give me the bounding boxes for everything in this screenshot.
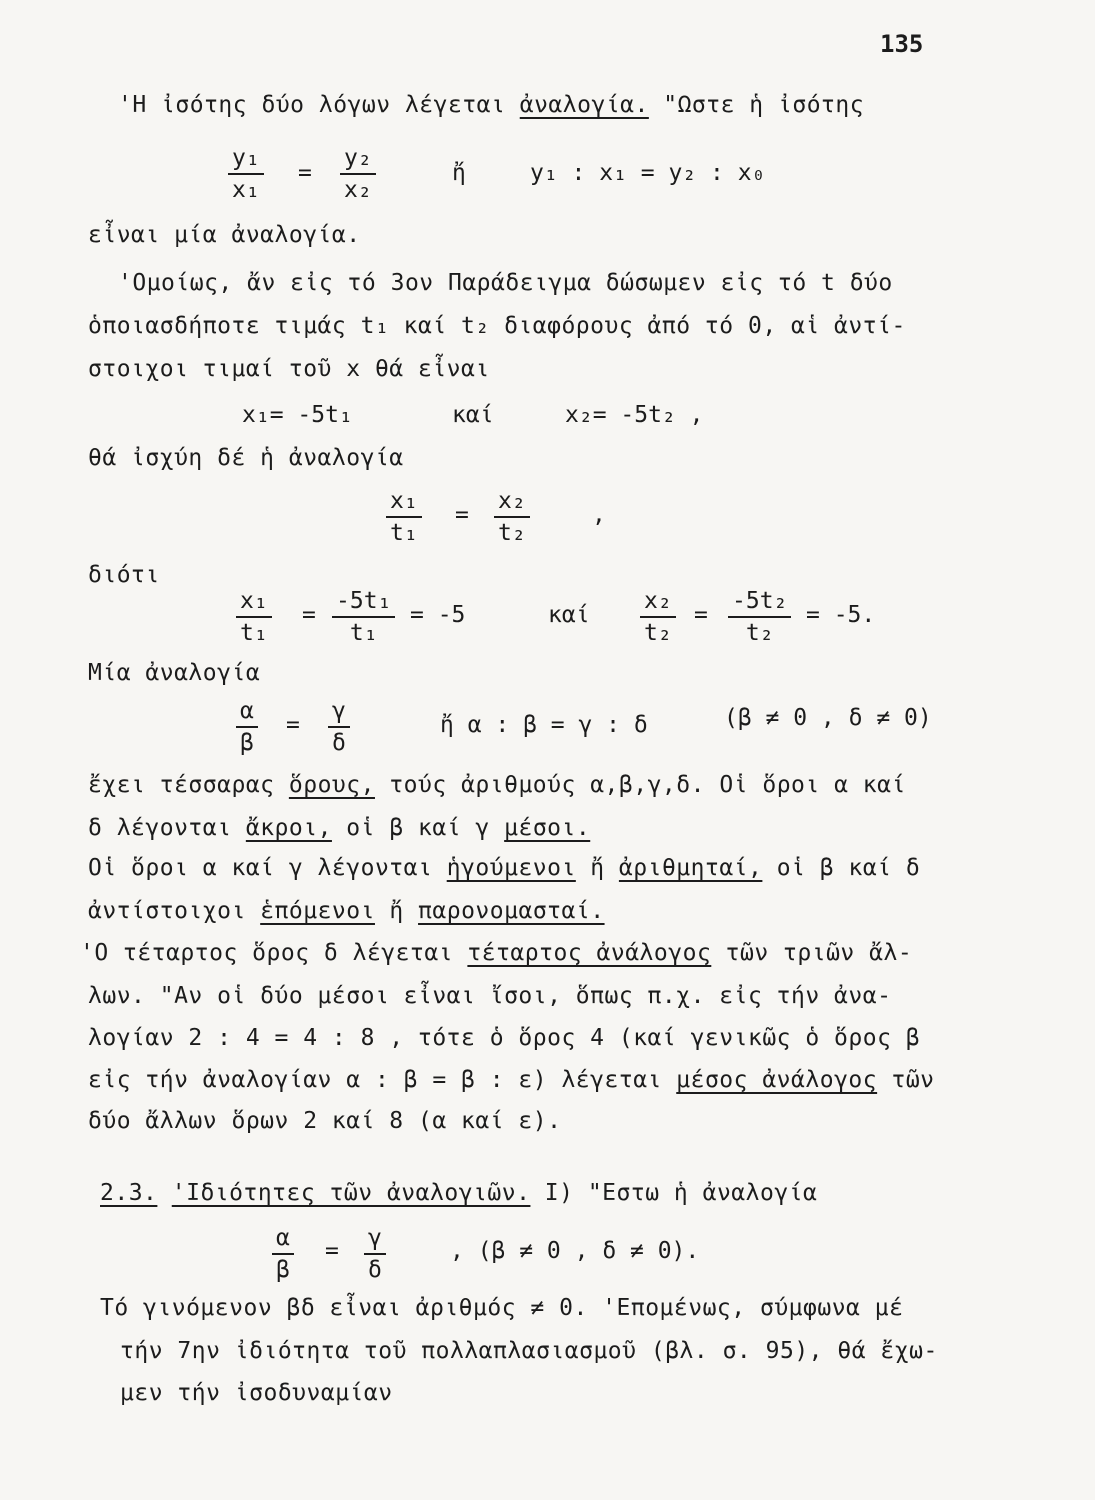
term-analogia: ἀναλογία. — [519, 92, 649, 118]
text: τῶν τριῶν ἄλ- — [725, 940, 913, 966]
numerator: α — [236, 698, 258, 728]
section-title: 'Ιδιότητες τῶν ἀναλογιῶν. — [171, 1180, 531, 1206]
term-oroi: ὅρους, — [288, 772, 375, 798]
denominator: δ — [332, 730, 346, 757]
denominator: δ — [368, 1257, 382, 1284]
paragraph-definition — [118, 92, 864, 118]
term-tetartos-analogos: τέταρτος ἀνάλογος — [467, 940, 712, 966]
or-word: ἤ — [452, 160, 466, 186]
fraction-x2-t2 — [494, 488, 530, 547]
text: 'Η ἰσότης δύο λόγων λέγεται — [118, 92, 506, 118]
equals-sign: = — [694, 602, 708, 628]
text-line — [88, 815, 590, 841]
text-line — [88, 898, 605, 924]
text: ἔχει τέσσαρας — [88, 772, 275, 798]
text: δ λέγονται — [88, 815, 232, 841]
term-igoumenoi: ἡγούμενοι — [446, 855, 576, 881]
text-line: Τό γινόμενον βδ εἶναι ἀριθμός ≠ 0. 'Επομένως, σύμφωνα μέ — [100, 1295, 904, 1321]
equals-sign: = — [298, 160, 312, 186]
text-line: 'Ομοίως, ἄν εἰς τό 3ον Παράδειγμα δώσωμεν εἰς τό t δύο — [118, 270, 893, 296]
condition: , (β ≠ 0 , δ ≠ 0). — [450, 1238, 700, 1264]
fraction-alpha-beta — [272, 1225, 294, 1284]
denominator: x₁ — [232, 177, 260, 204]
text-line — [88, 772, 906, 798]
text: τούς ἀριθμούς α,β,γ,δ. Οἱ ὅροι α καί — [389, 772, 906, 798]
fraction-x1-t1 — [236, 588, 272, 647]
comma: , — [592, 502, 606, 528]
text-line: Μία ἀναλογία — [88, 660, 261, 686]
result: = -5. — [806, 602, 876, 628]
text-line: εἶναι μία ἀναλογία. — [88, 222, 361, 248]
text: "Ωστε ἡ ἰσότης — [663, 92, 865, 118]
page-number: 135 — [880, 30, 924, 58]
text-line: ὁποιασδήποτε τιμάς t₁ καί t₂ διαφόρους ἀπό τό 0, αἱ ἀντί- — [88, 313, 906, 339]
text: ἀντίστοιχοι — [88, 898, 246, 924]
equation-x2: x₂= -5t₂ , — [565, 402, 704, 428]
denominator: β — [276, 1257, 290, 1284]
text: 'Ο τέταρτος ὅρος δ λέγεται — [80, 940, 454, 966]
fraction-x1-t1 — [386, 488, 422, 547]
text-line: λογίαν 2 : 4 = 4 : 8 , τότε ὁ ὅρος 4 (καί γενικῶς ὁ ὅρος β — [88, 1025, 921, 1051]
fraction-5t2-t2 — [728, 588, 791, 647]
text: εἰς τήν ἀναλογίαν α : β = β : ε) λέγεται — [88, 1067, 662, 1093]
equation-x1: x₁= -5t₁ — [242, 402, 353, 428]
text: οἱ β καί δ — [776, 855, 921, 881]
text-line: λων. "Αν οἱ δύο μέσοι εἶναι ἴσοι, ὅπως π.χ. εἰς τήν ἀνα- — [88, 983, 892, 1009]
and-word: καί — [452, 402, 494, 428]
fraction-y1-x1 — [228, 145, 264, 204]
denominator: β — [240, 730, 254, 757]
text: οἱ β καί γ — [346, 815, 490, 841]
fraction-gamma-delta — [364, 1225, 386, 1284]
ratio-expression: ἤ α : β = γ : δ — [440, 712, 648, 738]
denominator: t₁ — [349, 620, 378, 647]
text-line: μεν τήν ἰσοδυναμίαν — [120, 1380, 393, 1406]
numerator: γ — [364, 1225, 386, 1255]
text-line — [88, 855, 920, 881]
text-line: δύο ἄλλων ὅρων 2 καί 8 (α καί ε). — [88, 1108, 562, 1134]
section-heading — [100, 1180, 817, 1206]
text: Οἱ ὅροι α καί γ λέγονται — [88, 855, 433, 881]
condition: (β ≠ 0 , δ ≠ 0) — [724, 705, 932, 731]
ratio-expression: y₁ : x₁ = y₂ : x₀ — [530, 160, 766, 186]
fraction-x2-t2 — [640, 588, 676, 647]
numerator: α — [272, 1225, 294, 1255]
fraction-gamma-delta — [328, 698, 350, 757]
fraction-y2-x2 — [340, 145, 376, 204]
result: = -5 — [410, 602, 466, 628]
denominator: x₂ — [344, 177, 372, 204]
text: ἤ — [590, 855, 605, 881]
text-line: διότι — [88, 562, 160, 588]
denominator: t₂ — [745, 620, 774, 647]
text-line: τήν 7ην ἰδιότητα τοῦ πολλαπλασιασμοῦ (βλ. σ. 95), θά ἔχω- — [120, 1338, 938, 1364]
section-number: 2.3. — [100, 1180, 158, 1206]
text-line: θά ἰσχύη δέ ἡ ἀναλογία — [88, 445, 404, 471]
numerator: x₁ — [386, 488, 422, 518]
denominator: t₂ — [498, 520, 526, 547]
term-akroi: ἄκροι, — [245, 815, 332, 841]
equals-sign: = — [325, 1238, 339, 1264]
equals-sign: = — [302, 602, 316, 628]
text: τῶν — [891, 1067, 935, 1093]
numerator: γ — [328, 698, 350, 728]
denominator: t₂ — [644, 620, 672, 647]
term-mesos-analogos: μέσος ἀνάλογος — [676, 1067, 878, 1093]
numerator: x₁ — [236, 588, 272, 618]
term-paronomastai: παρονομασταί. — [418, 898, 605, 924]
text-line — [88, 1067, 935, 1093]
text-line: στοιχοι τιμαί τοῦ x θά εἶναι — [88, 356, 490, 382]
denominator: t₁ — [390, 520, 418, 547]
numerator: x₂ — [494, 488, 530, 518]
numerator: x₂ — [640, 588, 676, 618]
text: ἤ — [389, 898, 404, 924]
term-epomenoi: ἑπόμενοι — [260, 898, 375, 924]
denominator: t₁ — [240, 620, 268, 647]
fraction-5t1-t1 — [332, 588, 395, 647]
numerator: y₂ — [340, 145, 376, 175]
equals-sign: = — [286, 712, 300, 738]
numerator: y₁ — [228, 145, 264, 175]
term-arithmitai: ἀριθμηταί, — [618, 855, 763, 881]
fraction-alpha-beta — [236, 698, 258, 757]
equals-sign: = — [455, 502, 469, 528]
numerator: -5t₂ — [728, 588, 791, 618]
term-mesoi: μέσοι. — [504, 815, 591, 841]
numerator: -5t₁ — [332, 588, 395, 618]
text: I) "Εστω ἡ ἀναλογία — [544, 1180, 818, 1206]
and-word: καί — [548, 602, 590, 628]
text-line — [80, 940, 912, 966]
